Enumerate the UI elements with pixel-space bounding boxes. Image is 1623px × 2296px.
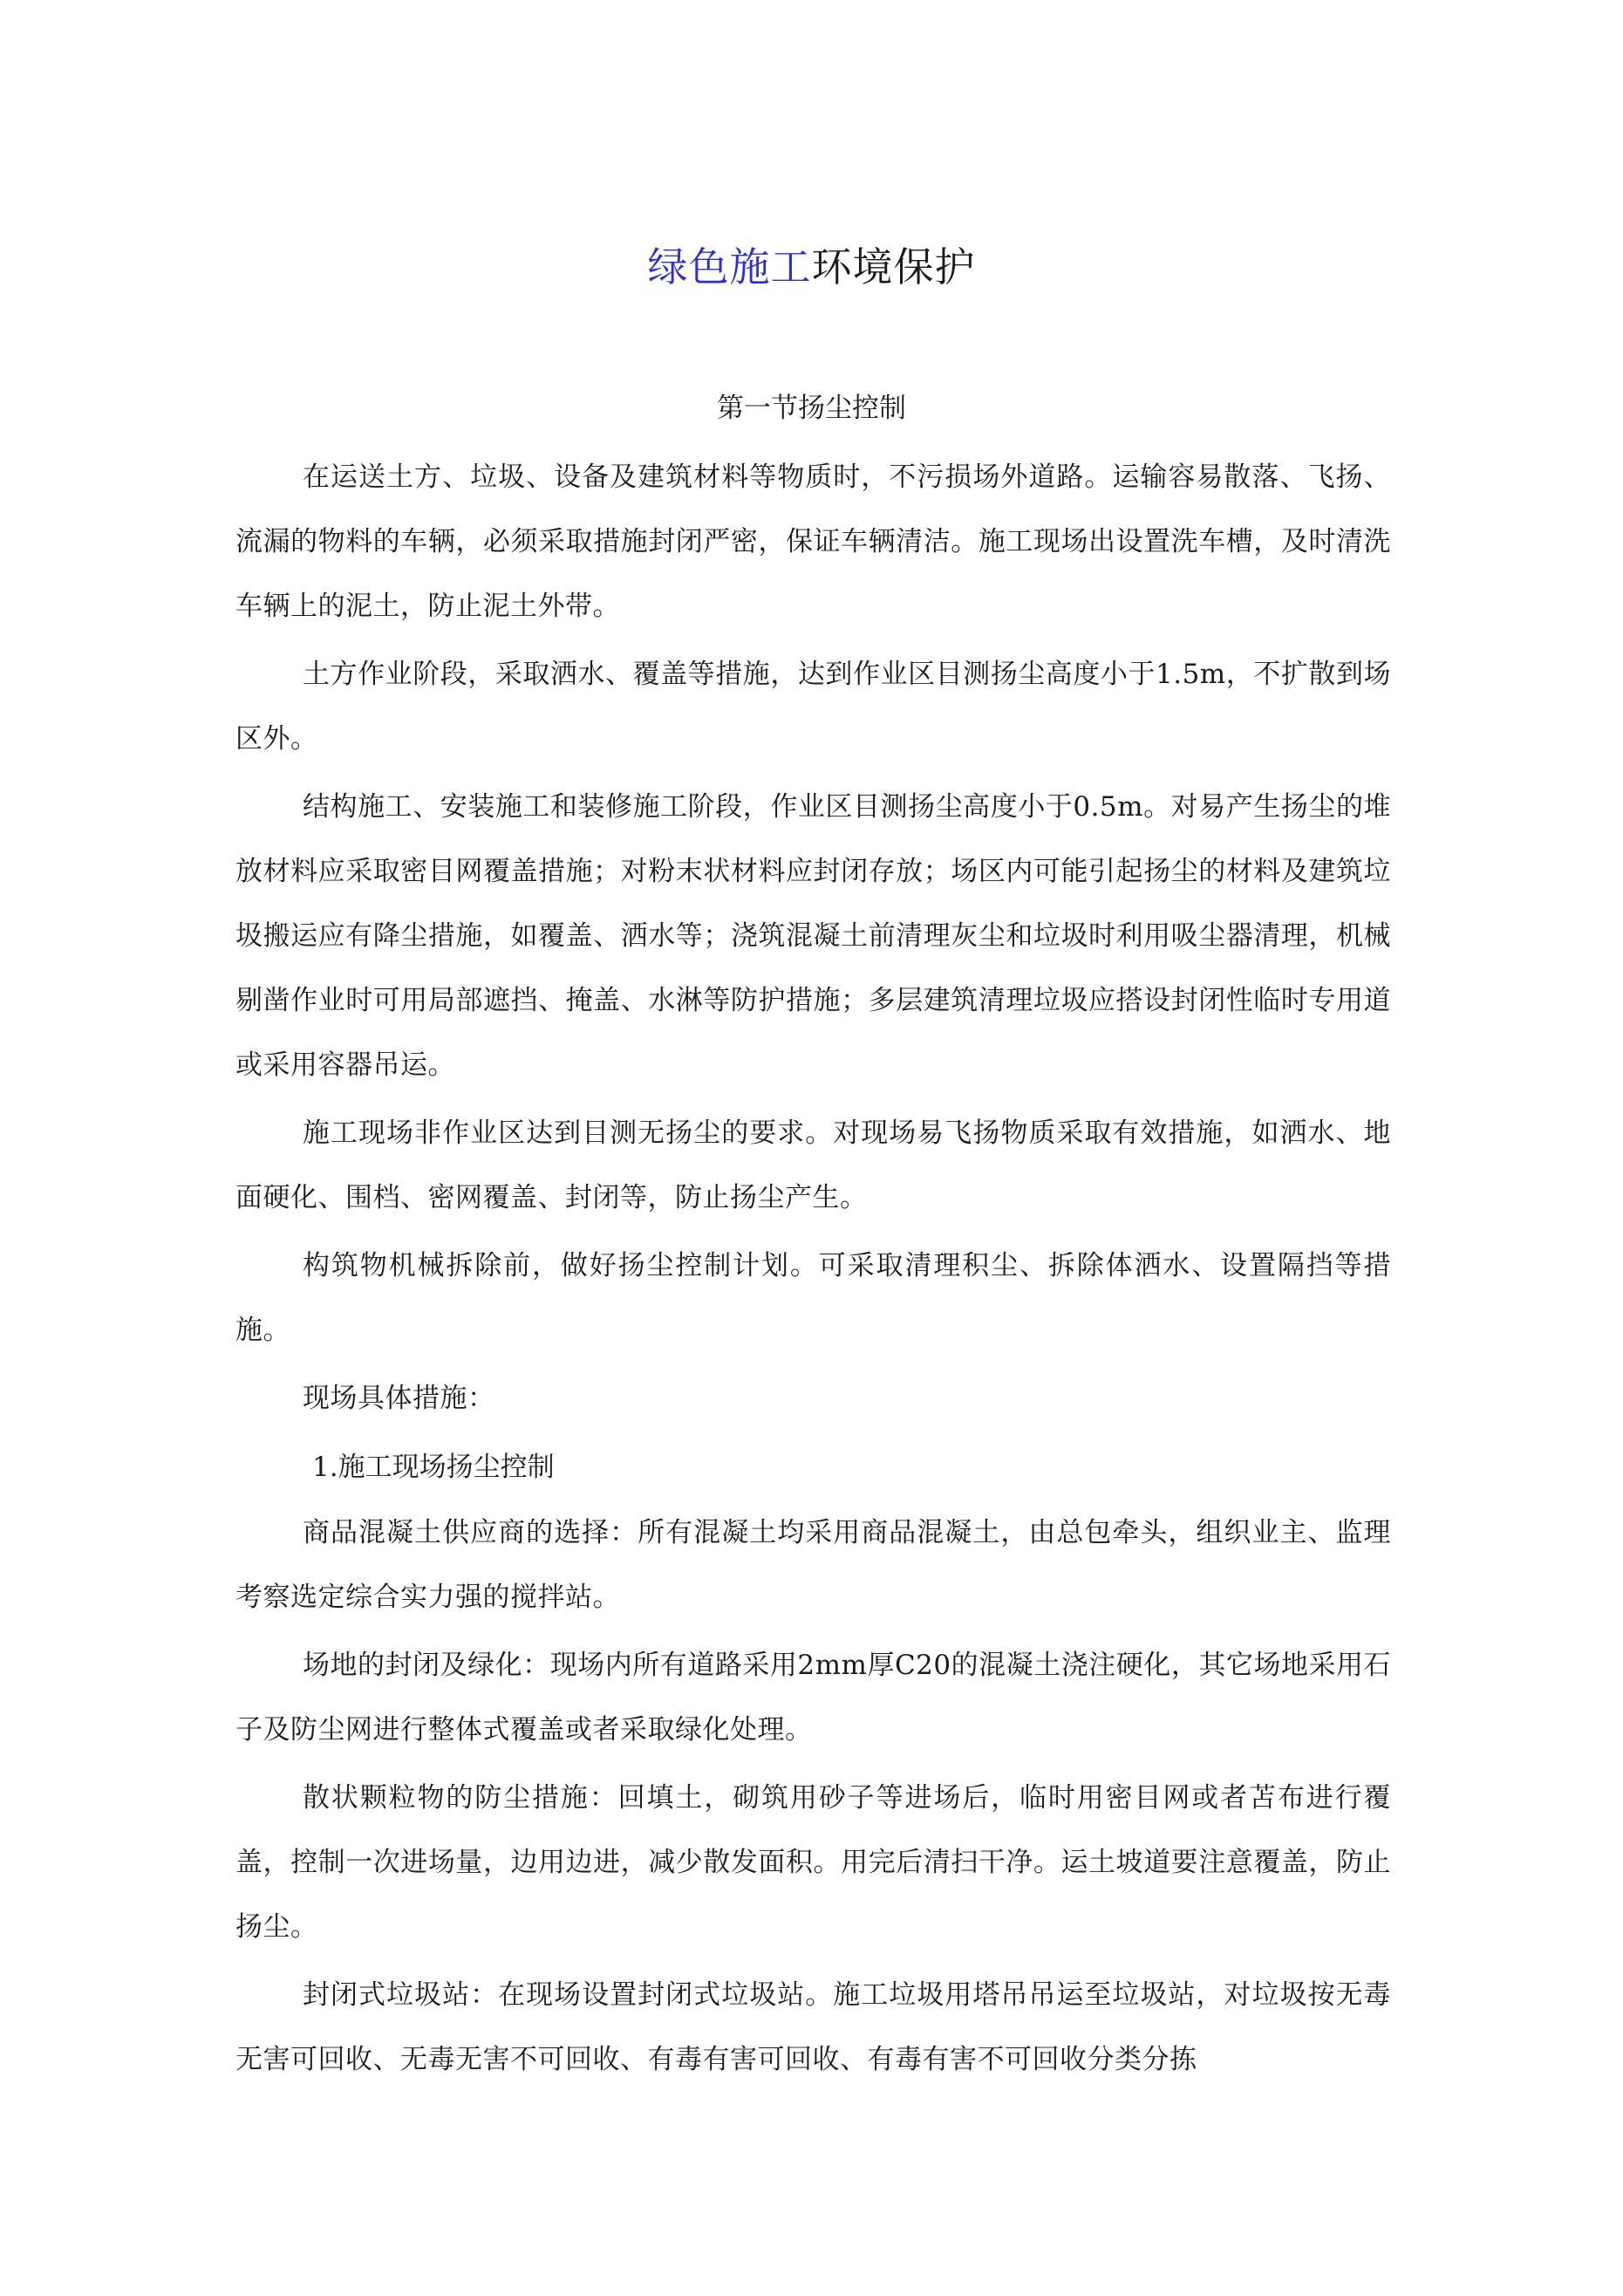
paragraph: 结构施工、安装施工和装修施工阶段，作业区目测扬尘高度小于0.5m。对易产生扬尘的堆放材料应采取密目网覆盖措施；对粉末状材料应封闭存放；场区内可能引起扬尘的材料及建筑垃圾搬运应有降尘措施，如覆盖、洒水等；浇筑混凝土前清理灰尘和垃圾时利用吸尘器清理，机械剔凿作业时可用局部遮挡、掩盖、水淋等防护措施；多层建筑清理垃圾应搭设封闭性临时专用道或采用容器吊运。 (235, 791, 1391, 1081)
document-body (235, 445, 1391, 2095)
title-rest: 环境保护 (811, 243, 976, 290)
paragraph: 在运送土方、垃圾、设备及建筑材料等物质时，不污损场外道路。运输容易散落、飞扬、流漏的物料的车辆，必须采取措施封闭严密，保证车辆清洁。施工现场出设置洗车槽，及时清洗车辆上的泥土，防止泥土外带。 (235, 461, 1391, 622)
paragraph: 构筑物机械拆除前，做好扬尘控制计划。可采取清理积尘、拆除体洒水、设置隔挡等措施。 (235, 1250, 1391, 1346)
paragraph: 场地的封闭及绿化：现场内所有道路采用2mm厚C20的混凝土浇注硬化，其它场地采用石子及防尘网进行整体式覆盖或者采取绿化处理。 (235, 1650, 1391, 1746)
numbered-heading: 1.施工现场扬尘控制 (312, 1452, 555, 1483)
paragraph: 土方作业阶段，采取洒水、覆盖等措施，达到作业区目测扬尘高度小于1.5m，不扩散到场区外。 (235, 659, 1391, 755)
paragraph: 施工现场非作业区达到目测无扬尘的要求。对现场易飞扬物质采取有效措施，如洒水、地面硬化、围档、密网覆盖、封闭等，防止扬尘产生。 (235, 1117, 1391, 1213)
section-heading: 第一节扬尘控制 (717, 393, 906, 424)
paragraph: 现场具体措施： (303, 1383, 495, 1414)
paragraph: 商品混凝土供应商的选择：所有混凝土均采用商品混凝土，由总包牵头，组织业主、监理考察选定综合实力强的搅拌站。 (235, 1517, 1391, 1613)
paragraph: 散状颗粒物的防尘措施：回填土，砌筑用砂子等进场后，临时用密目网或者苫布进行覆盖，控制一次进场量，边用边进，减少散发面积。用完后清扫干净。运土坡道要注意覆盖，防止扬尘。 (235, 1782, 1391, 1943)
document-title (0, 241, 1623, 293)
paragraph: 封闭式垃圾站：在现场设置封闭式垃圾站。施工垃圾用塔吊吊运至垃圾站，对垃圾按无毒无害可回收、无毒无害不可回收、有毒有害可回收、有毒有害不可回收分类分拣 (235, 1979, 1391, 2075)
title-accent: 绿色施工 (647, 243, 812, 290)
